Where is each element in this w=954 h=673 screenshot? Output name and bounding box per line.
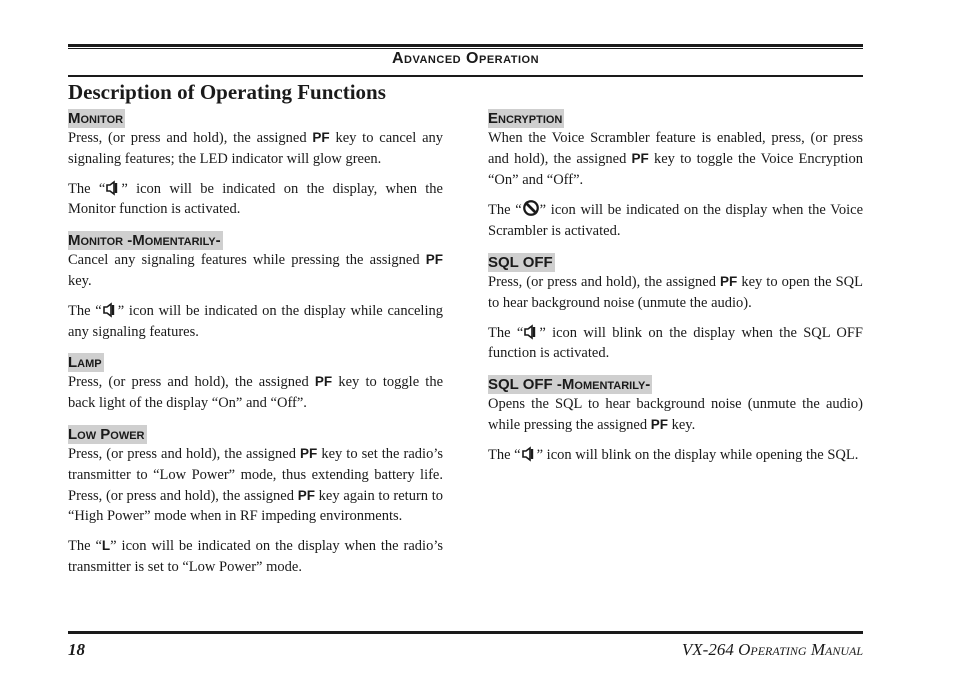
top-rule-thin xyxy=(68,48,863,49)
speaker-icon xyxy=(523,324,539,340)
lamp-paragraph: Press, (or press and hold), the assigned PF key to toggle the back light of the display “On” and “Off”. xyxy=(68,374,444,412)
sql-off-title: SQL OFF xyxy=(488,253,553,271)
speaker-icon xyxy=(102,302,118,318)
speaker-icon xyxy=(521,446,537,462)
title-rule xyxy=(68,75,863,77)
monitor-momentarily-title: Monitor -Momentarily- xyxy=(68,232,221,250)
page-number: 18 xyxy=(68,640,85,659)
monitor-momentarily-paragraph-1: Cancel any signaling features while pressing the assigned PF key. xyxy=(68,252,443,289)
encryption-title: Encryption xyxy=(488,110,563,127)
low-power-paragraph-1: Press, (or press and hold), the assigned PF key to set the radio’s transmitter to “Low Power” mode, thus extending battery life. Press, (or press and hold), the assigned PF key again to return to “High Power” mode when in RF impeding environments. xyxy=(68,445,444,525)
sql-off-momentarily-title: SQL OFF -Momentarily- xyxy=(488,376,651,394)
speaker-icon xyxy=(105,180,121,196)
sql-off-paragraph-2: The “ ” icon will blink on the display when the SQL OFF function is activated. xyxy=(488,324,863,362)
monitor-momentarily-paragraph-2: The “ ” icon will be indicated on the display while canceling any signaling features. xyxy=(68,302,443,340)
sql-off-momentarily-paragraph-2: The “ ” icon will blink on the display while opening the SQL. xyxy=(488,446,859,463)
section-title: Advanced Operation xyxy=(391,50,540,67)
footer-rule xyxy=(68,631,863,634)
lamp-title: Lamp xyxy=(68,354,102,372)
top-rule-thick xyxy=(68,44,863,47)
manual-title: VX-264 Operating Manual xyxy=(681,640,863,659)
low-power-title: Low Power xyxy=(68,425,145,443)
low-power-icon: L xyxy=(101,538,111,554)
right-column xyxy=(488,109,863,466)
left-column xyxy=(68,109,443,578)
encryption-paragraph-1: When the Voice Scrambler feature is enabled, press, (or press and hold), the assigned PF key to toggle the Voice Encryption “On” and “Off”. xyxy=(488,130,863,188)
monitor-paragraph-1: Press, (or press and hold), the assigned PF key to cancel any signaling features; the LED indicator will glow green. xyxy=(68,130,444,167)
monitor-title: Monitor xyxy=(68,110,124,127)
sql-off-momentarily-paragraph-1: Opens the SQL to hear background noise (unmute the audio) while pressing the assigned PF key. xyxy=(488,396,863,433)
scrambler-icon xyxy=(522,199,540,217)
encryption-paragraph-2: The “ ” icon will be indicated on the display when the Voice Scrambler is activated. xyxy=(488,199,863,242)
monitor-paragraph-2: The “ ” icon will be indicated on the display, when the Monitor function is activated. xyxy=(68,180,443,218)
low-power-paragraph-2: The “L” icon will be indicated on the display when the radio’s transmitter is set to “Low Power” mode. xyxy=(68,538,443,575)
sql-off-paragraph-1: Press, (or press and hold), the assigned PF key to open the SQL to hear background noise (unmute the audio). xyxy=(488,273,863,311)
page-heading: Description of Operating Functions xyxy=(68,80,386,104)
